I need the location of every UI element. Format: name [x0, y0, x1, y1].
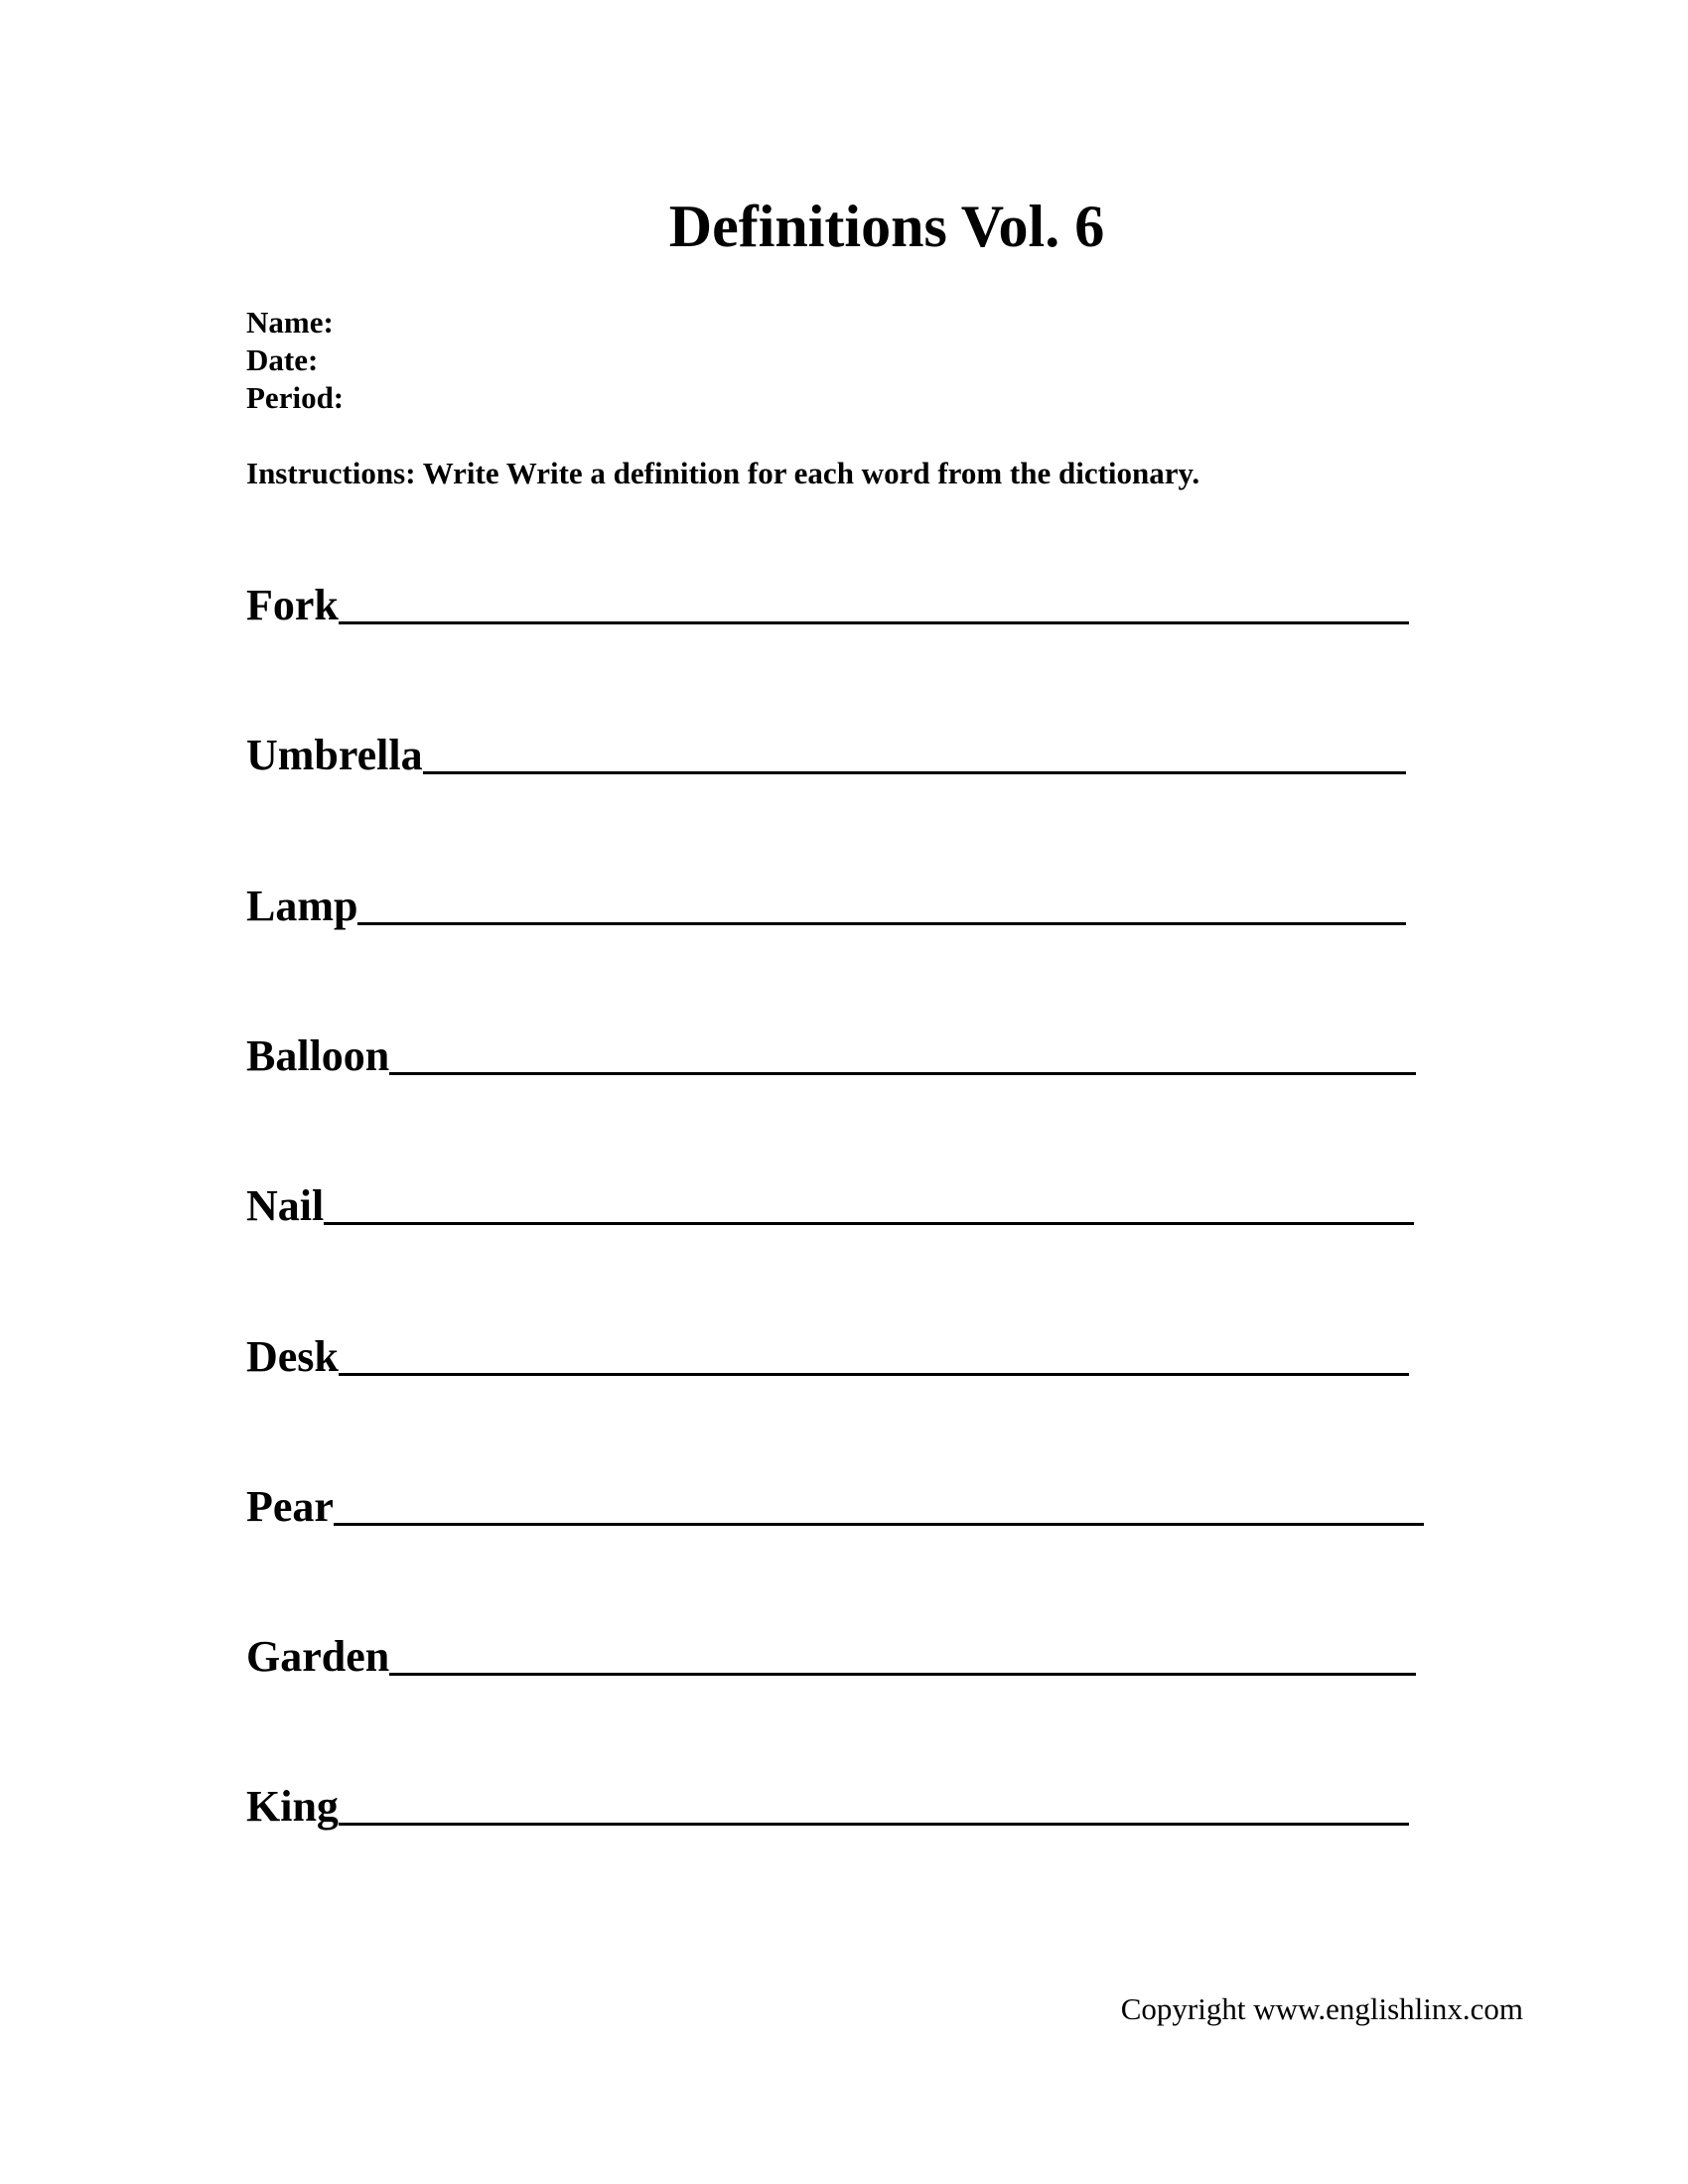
word-label: Balloon: [246, 1031, 390, 1080]
period-label: Period:: [246, 380, 345, 415]
word-row-garden: [246, 1632, 1416, 1682]
word-label: Desk: [246, 1332, 339, 1381]
instructions-text: Instructions: Write Write a definition for each word from the dictionary.: [246, 456, 1200, 490]
word-row-king: [246, 1782, 1409, 1832]
answer-line[interactable]: [324, 1222, 1414, 1225]
word-label: Garden: [246, 1632, 390, 1681]
answer-line[interactable]: [389, 1673, 1416, 1676]
word-row-lamp: [246, 882, 1406, 931]
answer-line[interactable]: [357, 922, 1406, 925]
answer-line[interactable]: [339, 1373, 1409, 1376]
word-row-balloon: [246, 1031, 1416, 1081]
name-label: Name:: [246, 305, 334, 340]
answer-line[interactable]: [334, 1523, 1424, 1526]
date-label: Date:: [246, 342, 319, 377]
word-label: Pear: [246, 1482, 334, 1531]
word-label: Fork: [246, 581, 339, 629]
answer-line[interactable]: [339, 1823, 1409, 1826]
word-row-pear: [246, 1482, 1424, 1532]
word-label: King: [246, 1782, 339, 1831]
page-title: Definitions Vol. 6: [668, 194, 1105, 259]
copyright-notice: Copyright www.englishlinx.com: [1120, 1991, 1523, 2026]
word-label: Lamp: [246, 882, 358, 930]
word-label: Umbrella: [246, 731, 423, 779]
word-row-umbrella: [246, 731, 1406, 780]
word-row-fork: [246, 581, 1409, 630]
answer-line[interactable]: [339, 621, 1409, 624]
word-label: Nail: [246, 1181, 325, 1230]
answer-line[interactable]: [423, 771, 1406, 774]
answer-line[interactable]: [389, 1072, 1416, 1075]
student-info-block: [246, 304, 344, 417]
word-row-desk: [246, 1332, 1409, 1382]
word-row-nail: [246, 1181, 1414, 1231]
